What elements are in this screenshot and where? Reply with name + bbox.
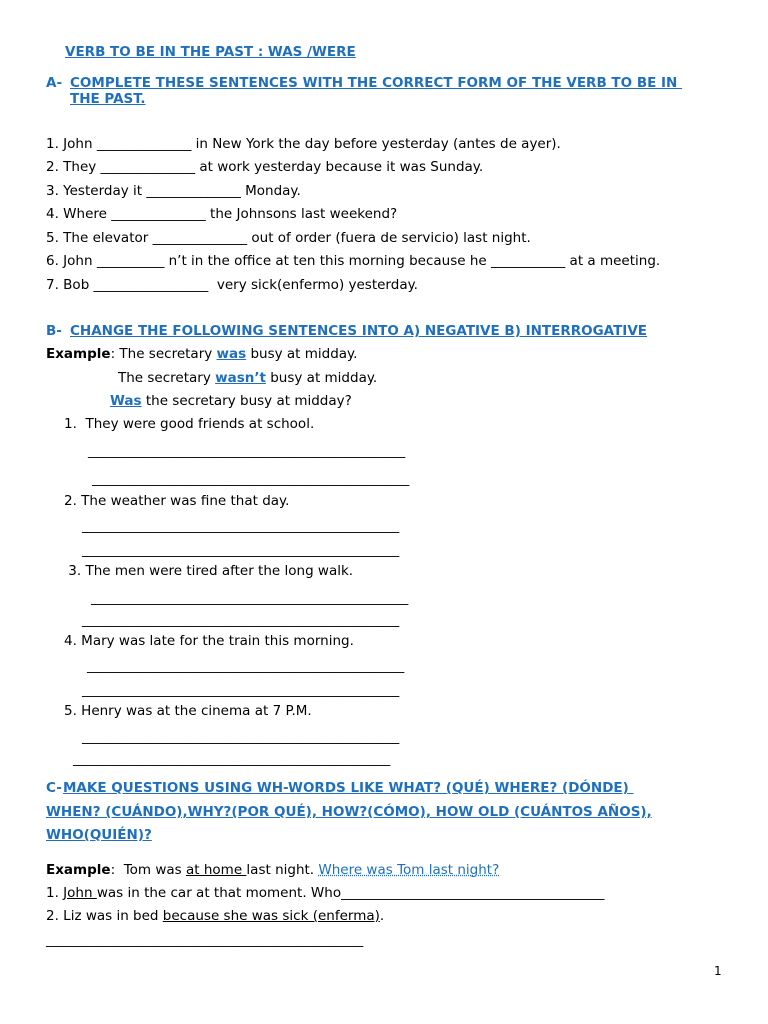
exercise-a-item: 4. Where ______________ the Johnsons last weekend? [46,206,398,222]
section-c-label: C- [46,780,62,796]
answer-line: _______________________________________________ [92,471,410,487]
example-b-line1: Example: The secretary was busy at midday. [46,346,358,362]
exercise-a-item: 6. John __________ n’t in the office at ten this morning because he ___________ at a meeting. [46,253,661,269]
answer-line: _______________________________________________ [82,729,400,745]
section-b-label: B- [46,323,62,339]
section-a-heading-line1: COMPLETE THESE SENTENCES WITH THE CORRECT FORM OF THE VERB TO BE IN [70,75,683,91]
section-c-heading-line2: WHEN? (CUÁNDO),WHY?(POR QUÉ), HOW?(CÓMO), HOW OLD (CUÁNTOS AÑOS), [46,804,652,820]
section-a-label: A- [46,75,63,91]
exercise-b-item: 3. The men were tired after the long walk. [64,563,354,579]
answer-line: _______________________________________________ [82,682,400,698]
answer-line: _______________________________________________ [91,590,409,606]
page-title: VERB TO BE IN THE PAST : WAS /WERE [65,44,356,60]
example-c: Example: Tom was at home last night. Where was Tom last night? [46,862,500,878]
exercise-c-item: 1. John was in the car at that moment. Who_______________________________________ [46,885,605,901]
section-c-heading-line3: WHO(QUIÉN)? [46,827,152,843]
exercise-a-item: 7. Bob _________________ very sick(enfermo) yesterday. [46,277,418,293]
exercise-b-item: 4. Mary was late for the train this morning. [64,633,354,649]
example-label: Example [46,862,111,878]
exercise-c-item: 2. Liz was in bed because she was sick (enferma). [46,908,385,924]
example-b-line3: Was the secretary busy at midday? [110,393,352,409]
exercise-a-item: 2. They ______________ at work yesterday because it was Sunday. [46,159,484,175]
page-number: 1 [714,964,722,978]
example-verb: was [216,346,247,362]
section-b-heading: CHANGE THE FOLLOWING SENTENCES INTO A) NEGATIVE B) INTERROGATIVE [70,323,647,339]
answer-line: _______________________________________________ [82,542,400,558]
answer-line: _______________________________________________ [87,658,405,674]
example-verb: wasn’t [215,370,266,386]
answer-line: _______________________________________________ [46,932,364,948]
answer-line: _______________________________________________ [88,443,406,459]
exercise-b-item: 2. The weather was fine that day. [64,493,290,509]
example-label: Example [46,346,111,362]
exercise-a-item: 3. Yesterday it ______________ Monday. [46,183,301,199]
section-a-heading-line2: THE PAST. [70,91,146,107]
answer-line: _______________________________________________ [82,518,400,534]
section-c-heading-line1: MAKE QUESTIONS USING WH-WORDS LIKE WHAT? (QUÉ) WHERE? (DÓNDE) [63,780,634,796]
exercise-b-item: 1. They were good friends at school. [64,416,315,432]
exercise-a-item: 5. The elevator ______________ out of order (fuera de servicio) last night. [46,230,531,246]
example-b-line2: The secretary wasn’t busy at midday. [118,370,378,386]
example-answer: Where was Tom last night? [318,862,500,878]
answer-line: _______________________________________________ [73,751,391,767]
exercise-b-item: 5. Henry was at the cinema at 7 P.M. [64,703,312,719]
answer-line: _______________________________________________ [82,612,400,628]
exercise-a-item: 1. John ______________ in New York the day before yesterday (antes de ayer). [46,136,561,152]
example-verb: Was [110,393,142,409]
